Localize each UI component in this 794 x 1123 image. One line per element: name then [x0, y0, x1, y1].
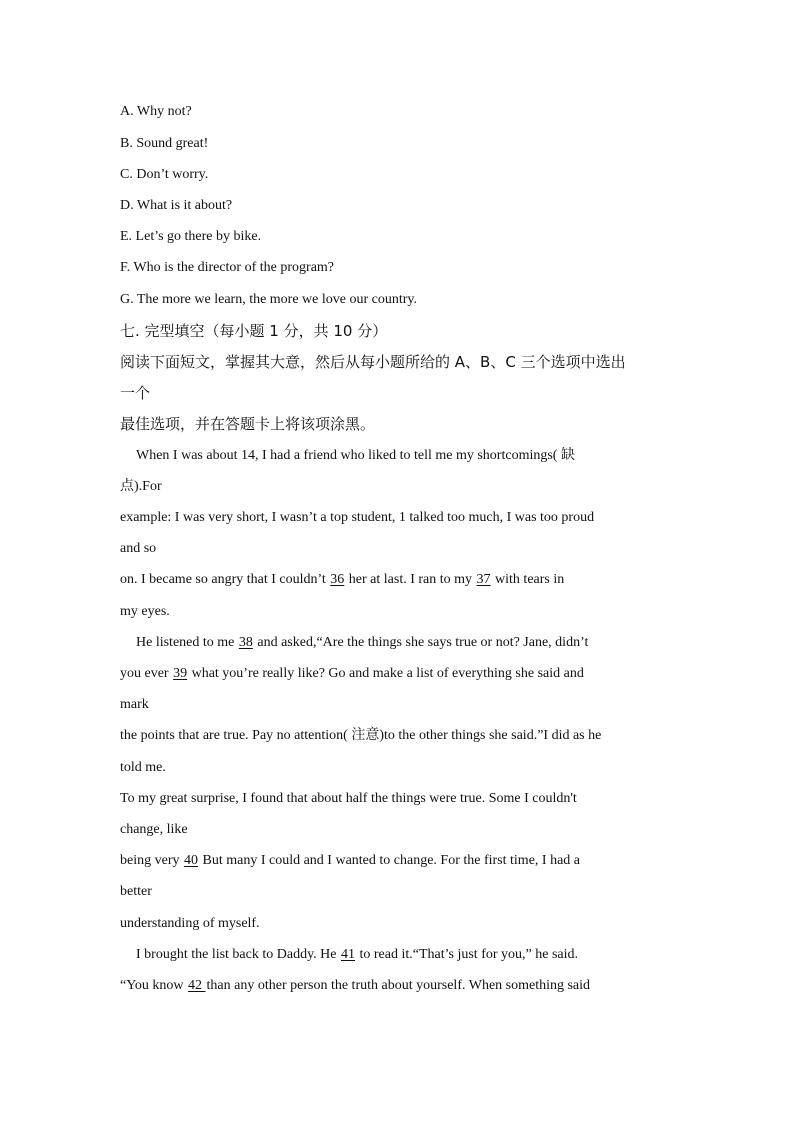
passage-text: than any other person the truth about yourself. When something said: [206, 978, 591, 993]
passage-text: her at last. I ran to my: [345, 572, 476, 587]
passage-text: He listened to me: [136, 635, 238, 650]
option-d: D. What is it about?: [120, 198, 233, 213]
passage-text: with tears in: [491, 572, 565, 587]
passage-text: But many I could and I wanted to change. For the first time, I had a: [198, 853, 580, 868]
passage-text: on. I became so angry that I couldn’t: [120, 572, 330, 587]
blank-38: 38: [238, 635, 253, 650]
section-instruction: 阅读下面短文，掌握其大意，然后从每小题所给的 A、B、C 三个选项中选出: [120, 353, 626, 371]
passage-line: [120, 852, 580, 870]
passage-text: and asked,“Are the things she says true or not? Jane, didn’t: [253, 635, 589, 650]
passage-line: [120, 665, 584, 683]
section-instruction-end: 最佳选项，并在答题卡上将该项涂黑。: [120, 415, 376, 433]
section-instruction-continued: 一个: [120, 384, 151, 402]
option-e: E. Let’s go there by bike.: [120, 229, 262, 244]
passage-text: what you’re really like? Go and make a list of everything she said and: [188, 666, 584, 681]
passage-line: told me.: [120, 760, 166, 775]
section-title: 七. 完型填空（每小题 1 分，共 10 分）: [120, 322, 388, 340]
passage-line: 点).For: [120, 479, 162, 494]
passage-line: the points that are true. Pay no attention( 注意)to the other things she said.”I did as he: [120, 728, 602, 743]
option-c: C. Don’t worry.: [120, 167, 209, 182]
option-b: B. Sound great!: [120, 136, 209, 151]
passage-line: understanding of myself.: [120, 916, 260, 931]
passage-text: to read it.“That’s just for you,” he said.: [356, 947, 578, 962]
passage-line: [120, 571, 564, 589]
blank-39: 39: [173, 666, 188, 681]
passage-line: [120, 977, 590, 995]
option-a: A. Why not?: [120, 104, 192, 119]
passage-line: example: I was very short, I wasn’t a top student, 1 talked too much, I was too proud: [120, 510, 595, 525]
blank-37: 37: [476, 572, 491, 587]
passage-line: my eyes.: [120, 604, 170, 619]
blank-41: 41: [341, 947, 355, 962]
passage-text: I brought the list back to Daddy. He: [136, 947, 340, 962]
blank-40: 40: [183, 853, 198, 868]
passage-line: and so: [120, 541, 157, 556]
blank-36: 36: [330, 572, 345, 587]
blank-42: 42: [188, 978, 206, 993]
passage-text: “You know: [120, 978, 188, 993]
passage-text: you ever: [120, 666, 173, 681]
passage-line: mark: [120, 697, 149, 712]
passage-line: change, like: [120, 822, 188, 837]
option-g: G. The more we learn, the more we love our country.: [120, 292, 418, 307]
option-f: F. Who is the director of the program?: [120, 260, 335, 275]
passage-line: better: [120, 884, 152, 899]
passage-line: [136, 946, 578, 964]
passage-line: To my great surprise, I found that about half the things were true. Some I couldn't: [120, 791, 577, 806]
passage-line: [136, 634, 588, 652]
passage-line: When I was about 14, I had a friend who liked to tell me my shortcomings( 缺: [136, 448, 575, 463]
passage-text: being very: [120, 853, 183, 868]
